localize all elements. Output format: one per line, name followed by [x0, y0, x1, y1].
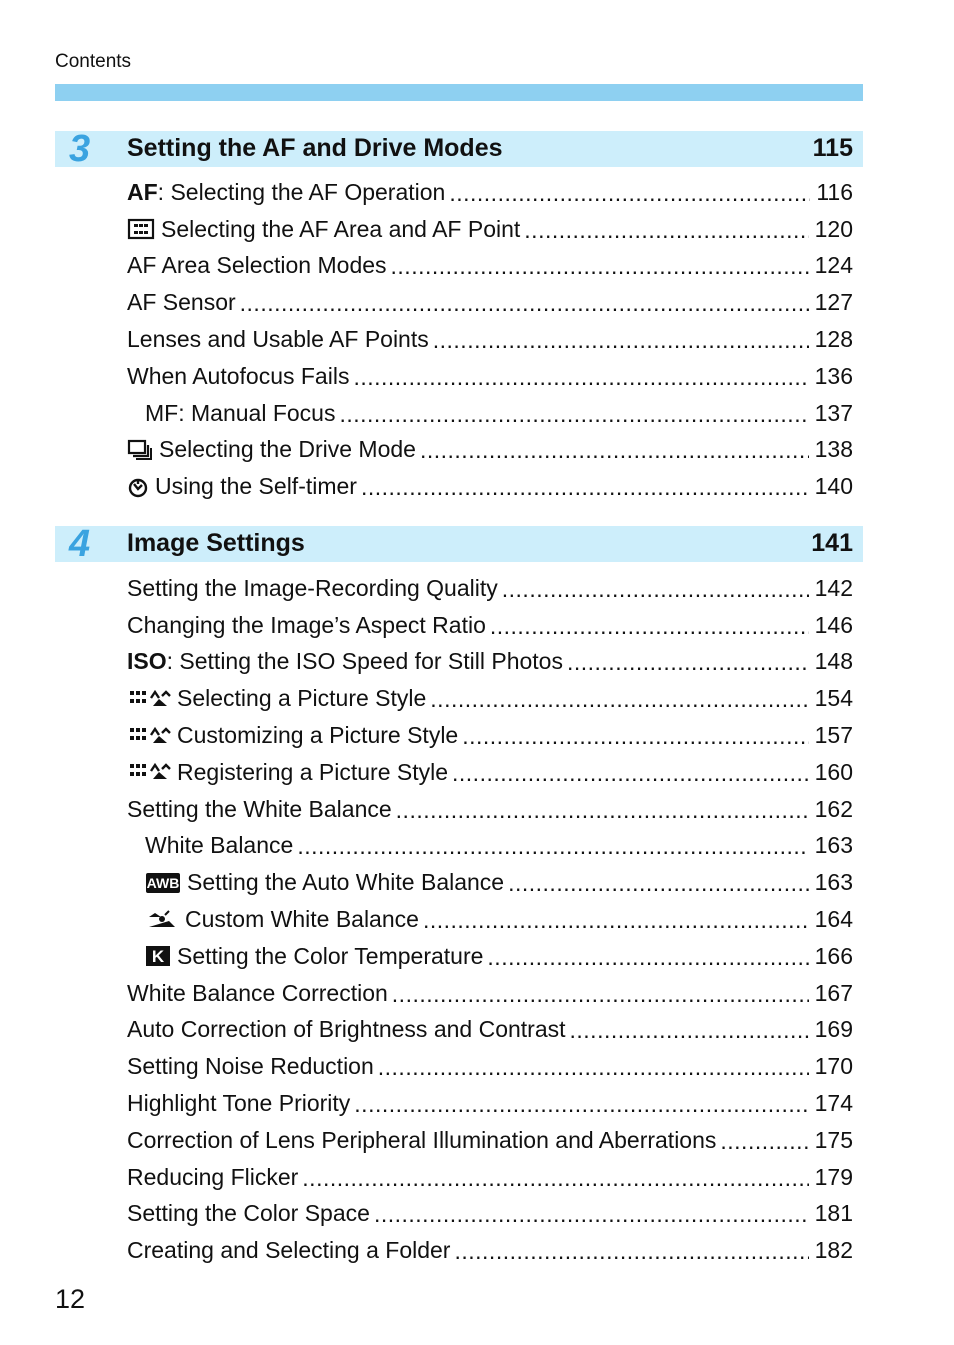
toc-entry[interactable]	[127, 1196, 853, 1233]
toc-entry-page: 175	[814, 1126, 853, 1153]
dot-leader	[567, 649, 809, 676]
toc-entry-page: 166	[814, 942, 853, 969]
toc-entry[interactable]	[127, 717, 853, 754]
toc-entry-page: 164	[814, 906, 853, 933]
header-bar	[55, 84, 863, 101]
toc-entry[interactable]	[127, 432, 853, 469]
chapter-title: Image Settings	[127, 529, 305, 557]
dot-leader	[449, 180, 810, 207]
toc-entry-page: 160	[814, 758, 853, 785]
toc-entry[interactable]	[127, 1232, 853, 1269]
toc-entry-page: 148	[814, 648, 853, 675]
chapter-3-entries	[127, 174, 853, 505]
dot-leader	[339, 401, 808, 428]
toc-entry[interactable]	[127, 248, 853, 285]
toc-entry-page: 169	[814, 1016, 853, 1043]
dot-leader	[502, 576, 809, 603]
af-area-icon	[127, 218, 155, 240]
toc-entry[interactable]	[127, 1122, 853, 1159]
toc-entry[interactable]	[127, 791, 853, 828]
toc-entry-label: : Selecting the AF Operation	[157, 178, 446, 205]
toc-entry-label: Setting the Auto White Balance	[187, 869, 505, 896]
toc-entry[interactable]	[127, 1012, 853, 1049]
toc-entry-label: Selecting a Picture Style	[177, 685, 427, 712]
toc-entry[interactable]	[127, 975, 853, 1012]
toc-entry-label: Using the Self-timer	[155, 473, 357, 500]
toc-entry-page: 174	[814, 1090, 853, 1117]
dot-leader	[430, 686, 808, 713]
toc-entry-page: 179	[814, 1163, 853, 1190]
chapter-4-heading[interactable]	[55, 523, 863, 565]
toc-entry-label: Correction of Lens Peripheral Illumination and Aberrations	[127, 1126, 717, 1153]
dot-leader	[378, 1054, 809, 1081]
iso-icon: ISO	[127, 648, 167, 675]
toc-entry-label: Changing the Image’s Aspect Ratio	[127, 611, 486, 638]
toc-entry-label: Lenses and Usable AF Points	[127, 326, 429, 353]
toc-entry-label: AF Area Selection Modes	[127, 252, 387, 279]
toc-entry[interactable]	[127, 1048, 853, 1085]
toc-entry[interactable]	[127, 901, 853, 938]
dot-leader	[297, 833, 808, 860]
toc-entry[interactable]	[127, 864, 853, 901]
toc-entry-label: Selecting the Drive Mode	[159, 436, 416, 463]
toc-entry-page: 120	[814, 215, 853, 242]
toc-entry-label: Custom White Balance	[185, 906, 419, 933]
custom-wb-icon	[145, 909, 179, 931]
toc-entry[interactable]	[127, 828, 853, 865]
af-icon: AF	[127, 178, 158, 205]
toc-entry[interactable]	[127, 468, 853, 505]
toc-entry-page: 140	[814, 473, 853, 500]
page-number: 12	[55, 1284, 86, 1314]
toc-entry[interactable]	[127, 321, 853, 358]
toc-entry-label: Reducing Flicker	[127, 1163, 299, 1190]
dot-leader	[420, 437, 809, 464]
toc-entry[interactable]	[127, 938, 853, 975]
dot-leader	[454, 1238, 808, 1265]
toc-entry[interactable]	[127, 395, 853, 432]
dot-leader	[423, 907, 809, 934]
toc-entry-label: Registering a Picture Style	[177, 758, 449, 785]
picture-style-icon	[127, 688, 171, 710]
dot-leader	[353, 364, 808, 391]
toc-entry-page: 157	[814, 722, 853, 749]
toc-entry-label: Setting the Color Temperature	[177, 942, 484, 969]
dot-leader	[391, 253, 809, 280]
toc-entry[interactable]	[127, 211, 853, 248]
chapter-3-heading[interactable]	[55, 128, 863, 170]
toc-entry-label: Customizing a Picture Style	[177, 722, 459, 749]
toc-entry[interactable]	[127, 607, 853, 644]
toc-entry-page: 167	[814, 979, 853, 1006]
picture-style-icon	[127, 761, 171, 783]
toc-entry-page: 124	[814, 252, 853, 279]
dot-leader	[302, 1165, 808, 1192]
toc-entry-label: Auto Correction of Brightness and Contrast	[127, 1016, 566, 1043]
dot-leader	[374, 1201, 809, 1228]
toc-entry-page: 182	[814, 1237, 853, 1264]
toc-entry-label: White Balance Correction	[127, 979, 388, 1006]
toc-entry[interactable]	[127, 284, 853, 321]
toc-entry-label: MF: Manual Focus	[145, 399, 336, 426]
toc-entry-label: AF Sensor	[127, 289, 236, 316]
toc-entry-label: : Setting the ISO Speed for Still Photos	[166, 648, 563, 675]
toc-entry-label: Highlight Tone Priority	[127, 1090, 351, 1117]
picture-style-icon	[127, 725, 171, 747]
toc-entry-page: 181	[814, 1200, 853, 1227]
toc-entry[interactable]	[127, 1085, 853, 1122]
toc-entry[interactable]	[127, 174, 853, 211]
toc-entry-label: Creating and Selecting a Folder	[127, 1237, 451, 1264]
toc-entry-page: 163	[814, 869, 853, 896]
dot-leader	[354, 1091, 808, 1118]
toc-entry-page: 170	[814, 1053, 853, 1080]
toc-entry[interactable]	[127, 358, 853, 395]
toc-entry[interactable]	[127, 754, 853, 791]
toc-entry-page: 116	[816, 178, 853, 205]
toc-entry-page: 142	[814, 574, 853, 601]
chapter-number: 3	[69, 128, 91, 170]
chapter-number: 4	[69, 523, 91, 565]
toc-entry-label: Setting the Image-Recording Quality	[127, 574, 498, 601]
chapter-page: 141	[811, 529, 853, 557]
dot-leader	[570, 1017, 809, 1044]
toc-entry[interactable]	[127, 1159, 853, 1196]
toc-entry-page: 137	[814, 399, 853, 426]
toc-entry-label: When Autofocus Fails	[127, 362, 350, 389]
toc-entry-page: 163	[814, 832, 853, 859]
running-header: Contents	[55, 51, 132, 72]
toc-entry-label: Setting Noise Reduction	[127, 1053, 374, 1080]
dot-leader	[487, 944, 808, 971]
toc-entry-label: Setting the White Balance	[127, 795, 392, 822]
dot-leader	[396, 797, 809, 824]
toc-entry-page: 162	[814, 795, 853, 822]
dot-leader	[392, 981, 809, 1008]
dot-leader	[240, 290, 809, 317]
dot-leader	[462, 723, 808, 750]
chapter-page: 115	[812, 134, 853, 162]
svg-text:AWB: AWB	[146, 874, 180, 891]
dot-leader	[508, 870, 809, 897]
dot-leader	[361, 474, 809, 501]
dot-leader	[433, 327, 809, 354]
toc-entry-label: White Balance	[145, 832, 294, 859]
self-timer-icon	[127, 476, 149, 498]
toc-entry-label: Selecting the AF Area and AF Point	[161, 215, 521, 242]
svg-text:K: K	[151, 947, 165, 967]
awb-icon	[145, 872, 181, 894]
dot-leader	[490, 613, 809, 640]
toc-entry-page: 127	[814, 289, 853, 316]
drive-mode-icon	[127, 439, 153, 461]
toc-entry-page: 138	[814, 436, 853, 463]
chapter-4-entries	[127, 570, 853, 1269]
dot-leader	[452, 760, 809, 787]
toc-entry[interactable]	[127, 644, 853, 681]
toc-entry-page: 154	[814, 685, 853, 712]
toc-entry-page: 146	[814, 611, 853, 638]
toc-entry[interactable]	[127, 680, 853, 717]
dot-leader	[524, 217, 808, 244]
toc-entry-page: 128	[814, 326, 853, 353]
chapter-title: Setting the AF and Drive Modes	[127, 134, 503, 162]
dot-leader	[720, 1128, 808, 1155]
toc-entry-label: Setting the Color Space	[127, 1200, 370, 1227]
color-temp-icon	[145, 945, 171, 967]
toc-entry[interactable]	[127, 570, 853, 607]
toc-entry-page: 136	[814, 362, 853, 389]
